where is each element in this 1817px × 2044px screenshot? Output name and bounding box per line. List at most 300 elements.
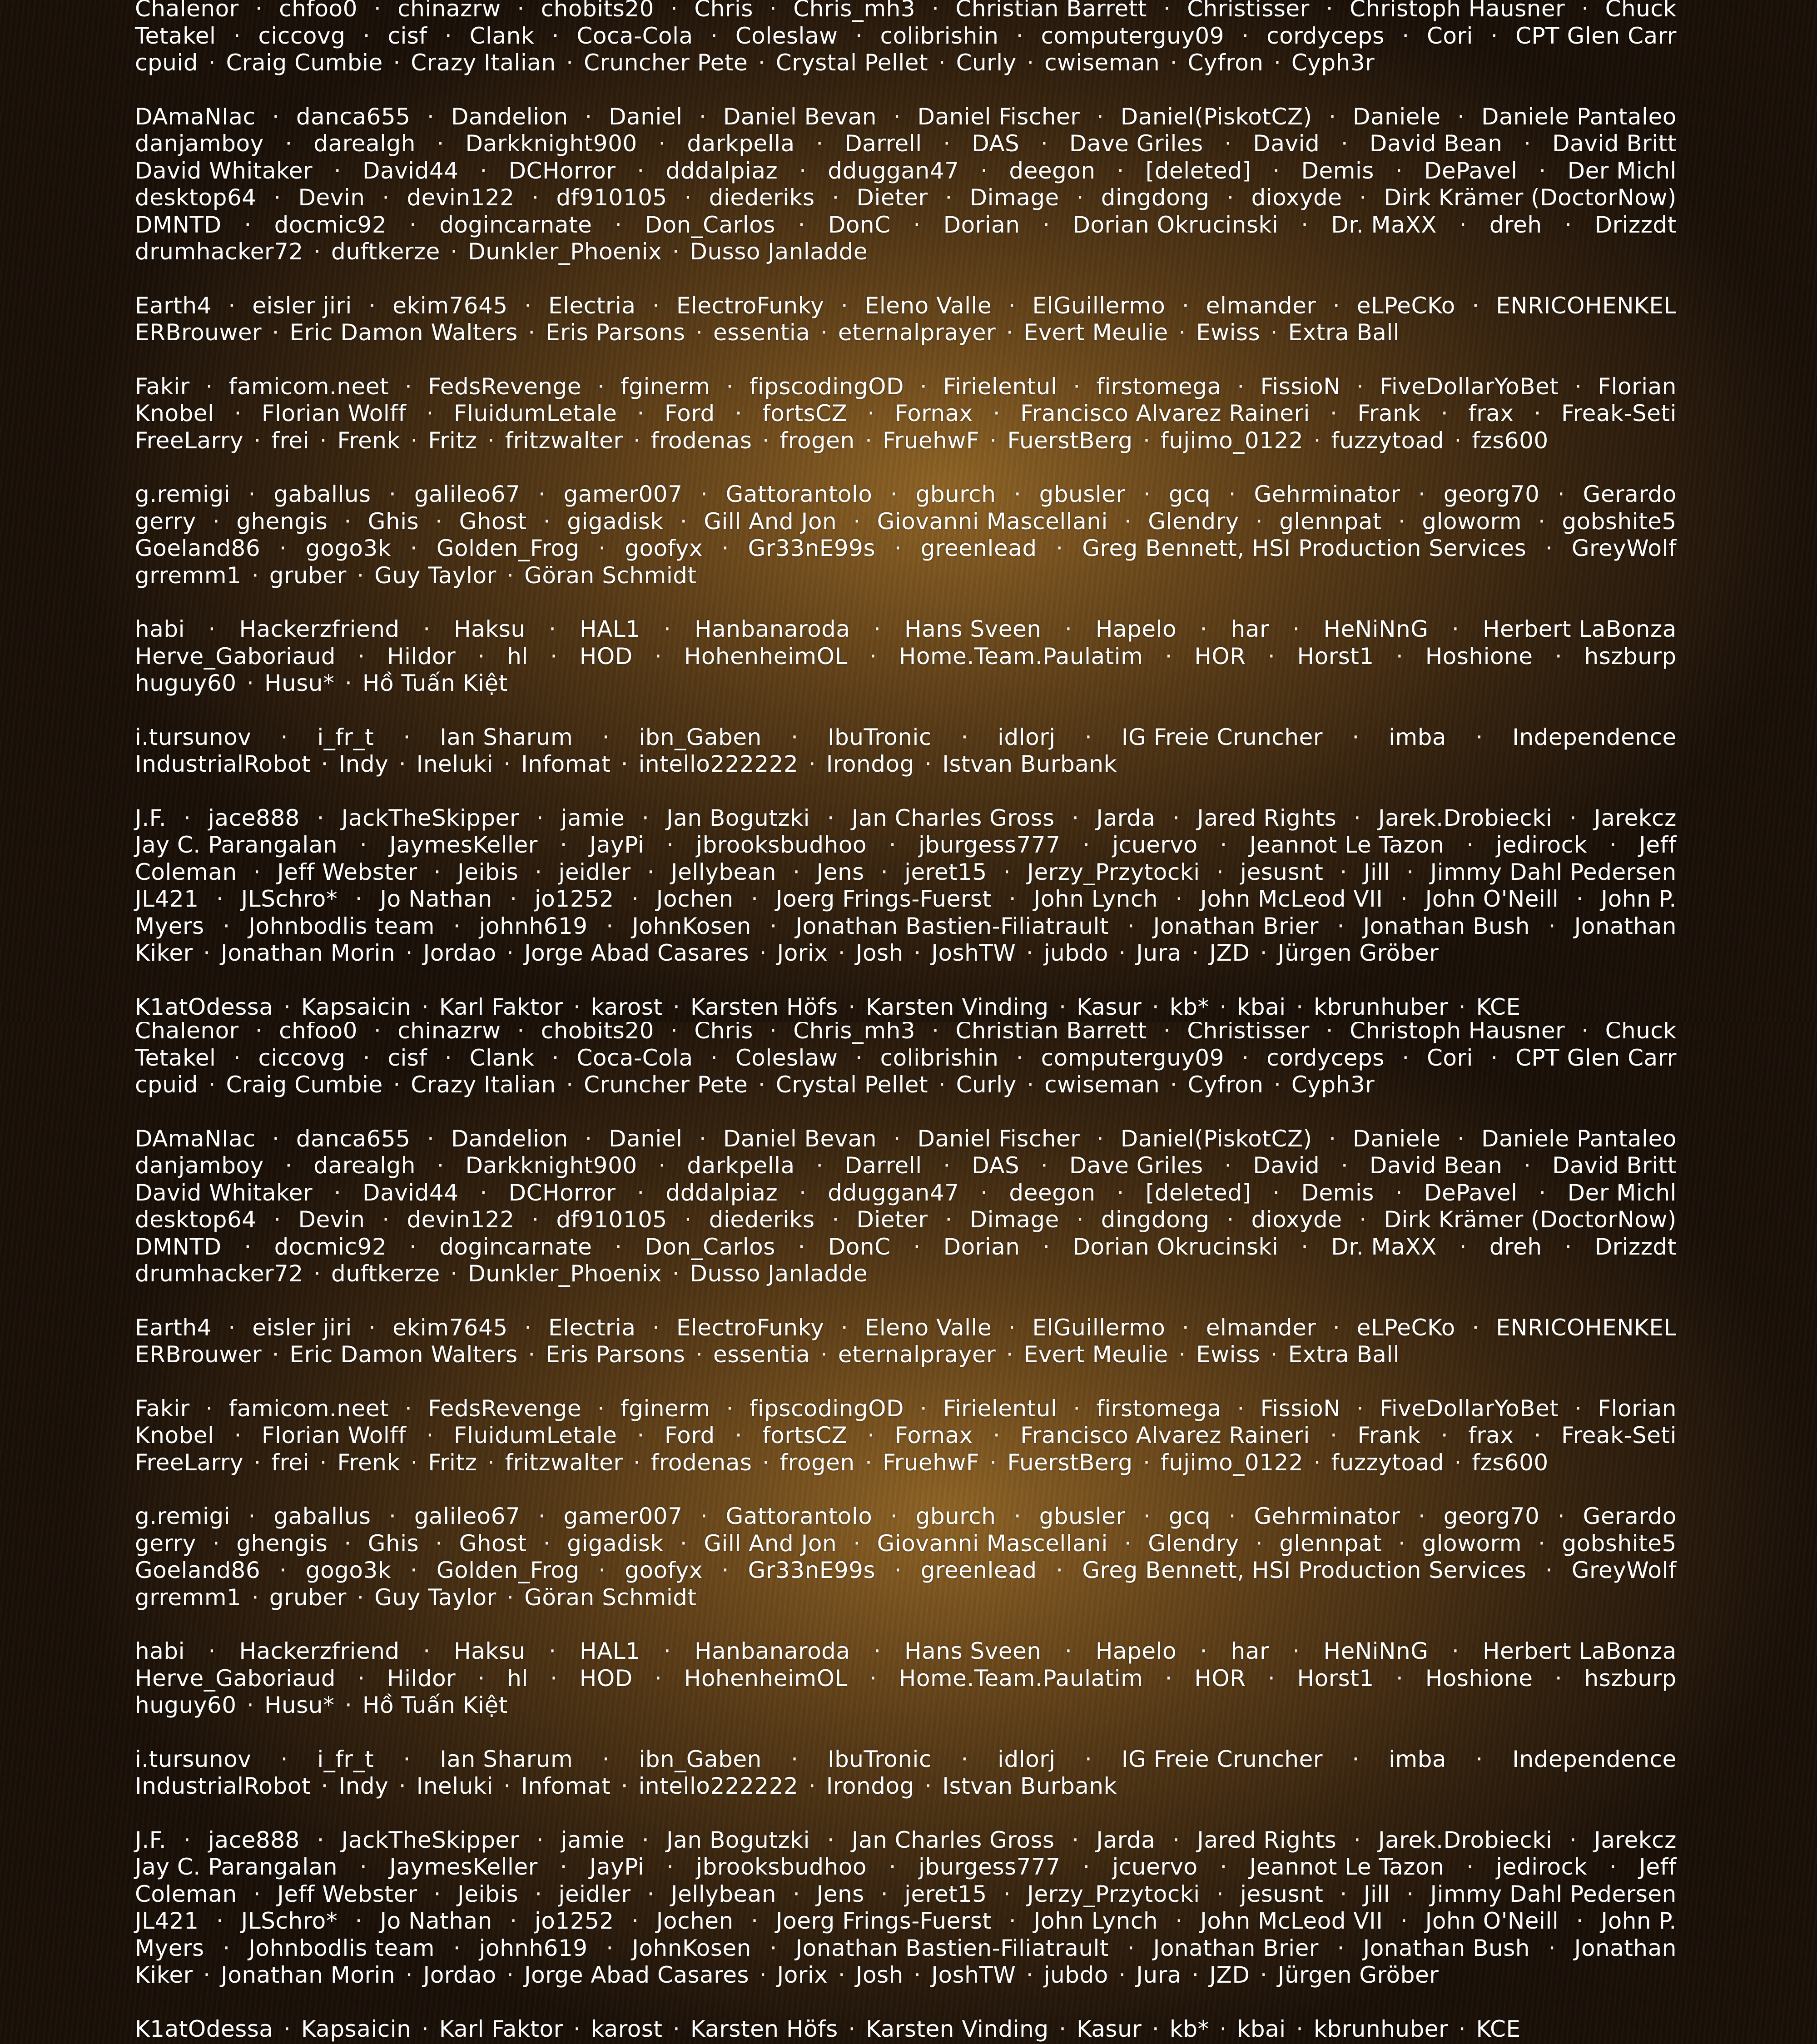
name-separator: ·: [1545, 1557, 1553, 1584]
contributor-name: ciccovg: [258, 23, 346, 50]
contributor-name: Clank: [470, 1045, 535, 1072]
contributor-name: DonC: [828, 1234, 891, 1261]
name-separator: ·: [652, 293, 660, 320]
name-separator: ·: [1272, 158, 1280, 185]
contributor-name: JZD: [1209, 1962, 1250, 1989]
name-separator: ·: [1418, 1503, 1425, 1530]
name-separator: ·: [510, 1908, 517, 1935]
contributor-name: docmic92: [274, 1234, 387, 1261]
contributor-name: ENRICOHENKEL: [1496, 1315, 1677, 1342]
contributor-name: dingdong: [1101, 1206, 1210, 1234]
contributor-name: Craig Cumbie: [226, 50, 382, 77]
contributor-name: Clank: [470, 23, 535, 50]
contributor-name: danjamboy: [135, 130, 264, 158]
name-separator: ·: [209, 50, 216, 77]
contributor-name: cordyceps: [1266, 1045, 1385, 1072]
contributor-name: IndustrialRobot: [135, 1773, 311, 1800]
contributor-name: ENRICOHENKEL: [1496, 293, 1677, 320]
name-separator: ·: [357, 562, 364, 590]
contributor-name: Earth4: [135, 293, 212, 320]
name-separator: ·: [848, 994, 855, 1021]
name-separator: ·: [890, 1503, 898, 1530]
name-separator: ·: [223, 913, 230, 940]
name-separator: ·: [399, 751, 406, 778]
contributor-name: jbrooksbudhoo: [696, 1854, 867, 1881]
name-separator: ·: [247, 670, 254, 697]
name-separator: ·: [798, 1234, 805, 1261]
name-separator: ·: [573, 994, 581, 1021]
name-separator: ·: [943, 1152, 950, 1180]
contributor-name: FedsRevenge: [428, 373, 581, 401]
contributor-name: Jeff: [1639, 1854, 1677, 1881]
contributor-name: Home.Team.Paulatim: [899, 643, 1143, 670]
name-separator: ·: [680, 1530, 687, 1558]
contributor-name: Myers: [135, 1935, 204, 1962]
contributor-name: gburch: [916, 481, 996, 508]
contributor-name: Göran Schmidt: [524, 1584, 696, 1612]
name-separator: ·: [1073, 1395, 1080, 1423]
contributor-name: diederiks: [709, 1206, 815, 1234]
contributor-name: Dave Griles: [1069, 1152, 1203, 1180]
contributor-name: Hapelo: [1096, 616, 1177, 643]
name-separator: ·: [1220, 832, 1227, 859]
contributor-name: elmander: [1206, 293, 1316, 320]
contributor-name: gamer007: [564, 1503, 683, 1530]
name-separator: ·: [1009, 1908, 1016, 1935]
contributor-name: Cori: [1427, 1045, 1473, 1072]
name-separator: ·: [410, 1557, 417, 1584]
name-separator: ·: [543, 1530, 551, 1558]
contributor-name: FuerstBerg: [1007, 427, 1132, 455]
name-separator: ·: [1354, 805, 1361, 832]
contributor-name: Darkknight900: [466, 130, 637, 158]
contributor-name: Karsten Vinding: [866, 994, 1048, 1021]
name-separator: ·: [881, 1881, 888, 1908]
name-separator: ·: [1406, 859, 1414, 886]
name-separator: ·: [536, 1827, 544, 1854]
contributor-name: Hackerzfriend: [239, 1638, 399, 1665]
contributor-name: David Bean: [1370, 130, 1503, 158]
contributor-name: IbuTronic: [828, 1746, 932, 1773]
contributor-name: DMNTD: [135, 212, 222, 239]
contributor-name: Fakir: [135, 373, 190, 401]
name-separator: ·: [606, 1935, 613, 1962]
contributor-name: Herve_Gaboriaud: [135, 1665, 336, 1692]
name-separator: ·: [1293, 616, 1300, 643]
contributor-name: fortsCZ: [762, 400, 847, 427]
name-separator: ·: [206, 373, 213, 401]
contributor-name: Jonathan Brier: [1153, 1935, 1319, 1962]
contributor-name: intello222222: [639, 1773, 799, 1800]
contributor-name: Kiker: [135, 940, 193, 967]
name-separator: ·: [213, 1530, 220, 1558]
contributor-name: Jonathan Bush: [1363, 1935, 1530, 1962]
name-separator: ·: [1395, 1180, 1403, 1207]
name-separator: ·: [403, 1746, 410, 1773]
name-separator: ·: [621, 1773, 628, 1800]
name-separator: ·: [1402, 23, 1409, 50]
contributor-name: John O'Neill: [1425, 886, 1559, 913]
contributor-name: JL421: [135, 1908, 199, 1935]
contributor-name: Dorian: [943, 212, 1020, 239]
contributor-name: dogincarnate: [439, 1234, 592, 1261]
contributor-name: idlorj: [998, 1746, 1056, 1773]
contributor-name: ibn_Gaben: [639, 724, 761, 751]
contributor-name: ciccovg: [258, 1045, 346, 1072]
name-separator: ·: [1472, 1315, 1479, 1342]
contributor-name: FreeLarry: [135, 1449, 243, 1477]
contributor-name: danjamboy: [135, 1152, 264, 1180]
contributor-name: Dusso Janladde: [690, 1260, 868, 1288]
contributor-name: fzs600: [1472, 1449, 1548, 1477]
name-separator: ·: [1006, 1341, 1013, 1369]
contributor-name: JaymesKeller: [389, 1854, 538, 1881]
name-separator: ·: [1219, 994, 1226, 1021]
contributor-name: Jarekcz: [1594, 805, 1677, 832]
contributor-name: David Whitaker: [135, 158, 313, 185]
name-separator: ·: [990, 427, 997, 455]
contributor-name: Drizzdt: [1595, 1234, 1677, 1261]
name-separator: ·: [566, 50, 573, 77]
contributor-name: fujimo_0122: [1161, 427, 1303, 455]
name-separator: ·: [881, 859, 888, 886]
name-separator: ·: [357, 1584, 364, 1612]
name-separator: ·: [1396, 643, 1403, 670]
contributor-name: Jürgen Gröber: [1278, 940, 1439, 967]
contributor-name: Drizzdt: [1595, 212, 1677, 239]
name-separator: ·: [244, 212, 251, 239]
name-separator: ·: [535, 859, 542, 886]
contributor-name: Jonathan Bush: [1363, 913, 1530, 940]
name-separator: ·: [382, 184, 389, 212]
contributor-name: GreyWolf: [1572, 535, 1677, 562]
name-separator: ·: [1466, 832, 1474, 859]
name-separator: ·: [1271, 319, 1278, 347]
name-separator: ·: [913, 212, 920, 239]
name-separator: ·: [726, 1395, 734, 1423]
name-separator: ·: [1272, 1180, 1280, 1207]
name-separator: ·: [685, 1206, 692, 1234]
contributor-name: Dirk Krämer (DoctorNow): [1384, 184, 1676, 212]
name-separator: ·: [1059, 2016, 1066, 2043]
contributor-name: IG Freie Cruncher: [1122, 1746, 1323, 1773]
contributor-name: DAmaNIac: [135, 104, 255, 131]
contributor-name: JayPi: [590, 832, 644, 859]
name-separator: ·: [1077, 1206, 1084, 1234]
contributor-name: Don_Carlos: [645, 212, 775, 239]
name-separator: ·: [410, 1449, 417, 1477]
contributor-name: devin122: [407, 184, 514, 212]
name-separator: ·: [990, 1449, 997, 1477]
contributor-name: Myers: [135, 913, 204, 940]
contributor-name: kbrunhuber: [1314, 994, 1448, 1021]
name-separator: ·: [345, 670, 352, 697]
name-separator: ·: [1241, 1045, 1249, 1072]
contributor-name: Eris Parsons: [546, 319, 685, 347]
contributor-name: Dandelion: [451, 1126, 568, 1153]
contributor-name: JayPi: [590, 1854, 644, 1881]
name-separator: ·: [1406, 1881, 1414, 1908]
name-separator: ·: [1224, 1152, 1231, 1180]
contributor-name: FreeLarry: [135, 427, 243, 455]
contributor-name: Independence: [1512, 724, 1677, 751]
contributor-name: habi: [135, 1638, 185, 1665]
contributor-name: Guy Taylor: [374, 1584, 496, 1612]
contributor-name: Frank: [1357, 400, 1420, 427]
contributor-name: Eric Damon Walters: [290, 1341, 518, 1369]
contributor-name: dogincarnate: [439, 212, 592, 239]
name-separator: ·: [637, 400, 644, 427]
contributor-name: JL421: [135, 886, 199, 913]
name-separator: ·: [1341, 1152, 1348, 1180]
contributor-name: essentia: [713, 1341, 810, 1369]
name-separator: ·: [1163, 0, 1171, 23]
name-separator: ·: [357, 643, 365, 670]
contributor-name: dioxyde: [1251, 1206, 1342, 1234]
contributor-name: ERBrouwer: [135, 319, 262, 347]
name-separator: ·: [1014, 481, 1021, 508]
contributor-name: Dimage: [970, 1206, 1059, 1234]
contributor-name: hl: [507, 1665, 528, 1692]
name-separator: ·: [550, 643, 557, 670]
name-separator: ·: [531, 184, 539, 212]
contributor-name: frogen: [780, 1449, 855, 1477]
name-separator: ·: [980, 158, 988, 185]
contributor-name: gcq: [1169, 1503, 1211, 1530]
name-separator: ·: [427, 1126, 434, 1153]
name-separator: ·: [1072, 1827, 1079, 1854]
contributor-name: Christian Barrett: [955, 0, 1147, 23]
name-separator: ·: [1337, 1935, 1345, 1962]
name-separator: ·: [1539, 158, 1546, 185]
contributor-name: ERBrouwer: [135, 1341, 262, 1369]
contributor-name: cordyceps: [1266, 23, 1385, 50]
contributor-name: georg70: [1444, 481, 1540, 508]
name-separator: ·: [321, 751, 328, 778]
contributor-name: jesusnt: [1240, 1881, 1323, 1908]
contributor-name: Goeland86: [135, 535, 260, 562]
name-separator: ·: [672, 1260, 680, 1288]
contributor-name: Hoshione: [1425, 1665, 1533, 1692]
contributor-name: Knobel: [135, 400, 214, 427]
name-separator: ·: [602, 724, 610, 751]
contributor-name: Jeff Webster: [277, 859, 417, 886]
name-separator: ·: [1538, 508, 1545, 536]
name-separator: ·: [1356, 1395, 1364, 1423]
name-separator: ·: [924, 1773, 932, 1800]
contributor-name: Jeannot Le Tazon: [1250, 832, 1445, 859]
contributor-name: Devin: [298, 1206, 365, 1234]
contributor-name: gamer007: [564, 481, 683, 508]
name-separator: ·: [889, 832, 896, 859]
contributor-name: Extra Ball: [1288, 319, 1400, 347]
contributor-name: Jochen: [656, 1908, 734, 1935]
contributor-name: Frank: [1357, 1422, 1420, 1449]
name-separator: ·: [758, 50, 765, 77]
contributor-name: cpuid: [135, 1072, 198, 1099]
contributor-name: chfoo0: [279, 0, 357, 23]
contributor-name: KCE: [1476, 994, 1521, 1021]
contributor-name: imba: [1389, 724, 1446, 751]
contributor-name: deegon: [1009, 1180, 1095, 1207]
contributor-name: JohnKosen: [632, 913, 751, 940]
name-separator: ·: [751, 1908, 758, 1935]
name-separator: ·: [228, 293, 235, 320]
name-separator: ·: [1475, 1746, 1483, 1773]
contributor-name: Hồ Tuấn Kiệt: [362, 1692, 508, 1719]
name-separator: ·: [1333, 1315, 1340, 1342]
contributor-name: Chalenor: [135, 0, 239, 23]
name-separator: ·: [203, 1962, 210, 1989]
contributor-name: darealgh: [313, 1152, 416, 1180]
name-separator: ·: [426, 400, 433, 427]
name-separator: ·: [1026, 940, 1033, 967]
contributor-name: Husu*: [264, 670, 335, 697]
name-separator: ·: [423, 616, 430, 643]
name-separator: ·: [838, 1962, 845, 1989]
name-separator: ·: [506, 1962, 514, 1989]
name-separator: ·: [1256, 1530, 1263, 1558]
contributor-name: gigadisk: [567, 1530, 664, 1558]
name-separator: ·: [1581, 1022, 1589, 1045]
contributor-name: John P.: [1601, 886, 1676, 913]
name-separator: ·: [1016, 1045, 1023, 1072]
contributor-name: fuzzytoad: [1331, 427, 1444, 455]
name-separator: ·: [1003, 859, 1011, 886]
contributor-name: i.tursunov: [135, 1746, 251, 1773]
name-separator: ·: [252, 1584, 259, 1612]
contributor-name: Dunkler_Phoenix: [468, 238, 662, 266]
contributor-name: hszburp: [1584, 643, 1677, 670]
name-separator: ·: [506, 940, 514, 967]
contributor-name: FruehwF: [883, 427, 979, 455]
name-separator: ·: [938, 50, 946, 77]
contributor-name: Jonathan: [1574, 1935, 1677, 1962]
contributor-name: Jeibis: [457, 859, 518, 886]
name-separator: ·: [273, 1206, 281, 1234]
name-separator: ·: [206, 1395, 213, 1423]
contributor-name: gobshite5: [1562, 1530, 1676, 1558]
contributor-name: Tetakel: [135, 1045, 216, 1072]
contributor-name: jubdo: [1044, 1962, 1108, 1989]
contributor-name: GreyWolf: [1572, 1557, 1677, 1584]
contributor-name: Hapelo: [1096, 1638, 1177, 1665]
contributor-name: greenlead: [921, 1557, 1037, 1584]
contributor-name: i_fr_t: [317, 724, 374, 751]
name-separator: ·: [658, 130, 665, 158]
name-separator: ·: [550, 1665, 557, 1692]
contributor-name: jace888: [208, 805, 300, 832]
name-separator: ·: [374, 1022, 381, 1045]
contributor-name: Jorix: [777, 940, 828, 967]
name-separator: ·: [1175, 886, 1182, 913]
name-separator: ·: [633, 427, 640, 455]
contributor-name: Der Michl: [1568, 158, 1677, 185]
name-separator: ·: [552, 1045, 559, 1072]
contributor-name: Cyfron: [1188, 1072, 1264, 1099]
name-separator: ·: [1237, 373, 1244, 401]
name-separator: ·: [253, 1449, 261, 1477]
name-separator: ·: [793, 859, 800, 886]
contributor-name: Istvan Burbank: [942, 751, 1117, 778]
name-separator: ·: [283, 994, 291, 1021]
name-separator: ·: [560, 1854, 567, 1881]
contributor-name: David: [1253, 1152, 1320, 1180]
name-separator: ·: [1077, 184, 1084, 212]
name-separator: ·: [1260, 1962, 1267, 1989]
name-separator: ·: [1191, 940, 1199, 967]
contributor-name: Fakir: [135, 1395, 190, 1423]
contributor-name: desktop64: [135, 184, 257, 212]
name-separator: ·: [1065, 1638, 1072, 1665]
name-separator: ·: [820, 319, 828, 347]
name-separator: ·: [855, 1045, 863, 1072]
contributor-name: Ineluki: [417, 751, 493, 778]
contributor-name: DePavel: [1424, 1180, 1518, 1207]
contributor-name: DePavel: [1424, 158, 1518, 185]
name-separator: ·: [874, 1638, 881, 1665]
name-separator: ·: [445, 1045, 452, 1072]
name-separator: ·: [798, 212, 805, 239]
name-separator: ·: [566, 1072, 573, 1099]
name-separator: ·: [913, 1962, 921, 1989]
name-separator: ·: [1016, 23, 1023, 50]
contributor-name: Chris: [694, 0, 753, 23]
contributor-name: Karl Faktor: [439, 2016, 563, 2043]
name-separator: ·: [317, 1827, 324, 1854]
contributor-name: Jordao: [423, 940, 496, 967]
contributor-name: huguy60: [135, 1692, 237, 1719]
contributor-name: Jeff Webster: [277, 1881, 417, 1908]
name-separator: ·: [253, 427, 261, 455]
name-separator: ·: [1460, 212, 1467, 239]
contributor-name: gerry: [135, 1530, 196, 1558]
name-separator: ·: [368, 293, 376, 320]
contributor-name: Jill: [1364, 859, 1390, 886]
name-separator: ·: [1354, 1827, 1361, 1854]
name-separator: ·: [1165, 1665, 1172, 1692]
name-separator: ·: [606, 913, 613, 940]
contributor-name: jedirock: [1496, 1854, 1587, 1881]
contributor-name: frei: [271, 427, 309, 455]
contributor-name: Coleman: [135, 1881, 237, 1908]
name-separator: ·: [799, 1180, 806, 1207]
name-separator: ·: [791, 724, 798, 751]
name-separator: ·: [1524, 1152, 1531, 1180]
name-separator: ·: [409, 1234, 417, 1261]
contributor-name: jeidler: [559, 1881, 631, 1908]
name-separator: ·: [450, 1260, 457, 1288]
name-separator: ·: [405, 1395, 412, 1423]
contributor-name: i_fr_t: [317, 1746, 374, 1773]
name-separator: ·: [867, 1422, 874, 1449]
contributor-name: darkpella: [687, 130, 794, 158]
name-separator: ·: [410, 535, 417, 562]
contributor-name: Crazy Italian: [411, 1072, 556, 1099]
name-separator: ·: [1341, 130, 1348, 158]
contributor-name: Jerzy_Przytocki: [1027, 1881, 1200, 1908]
name-separator: ·: [1224, 130, 1231, 158]
name-separator: ·: [838, 940, 845, 967]
name-separator: ·: [1226, 184, 1234, 212]
name-separator: ·: [1293, 1638, 1300, 1665]
name-separator: ·: [1216, 859, 1224, 886]
contributor-name: Kasur: [1077, 994, 1142, 1021]
contributor-name: Don_Carlos: [645, 1234, 775, 1261]
name-separator: ·: [1452, 616, 1459, 643]
contributor-name: FluidumLetale: [454, 400, 617, 427]
contributor-name: Electria: [548, 293, 635, 320]
